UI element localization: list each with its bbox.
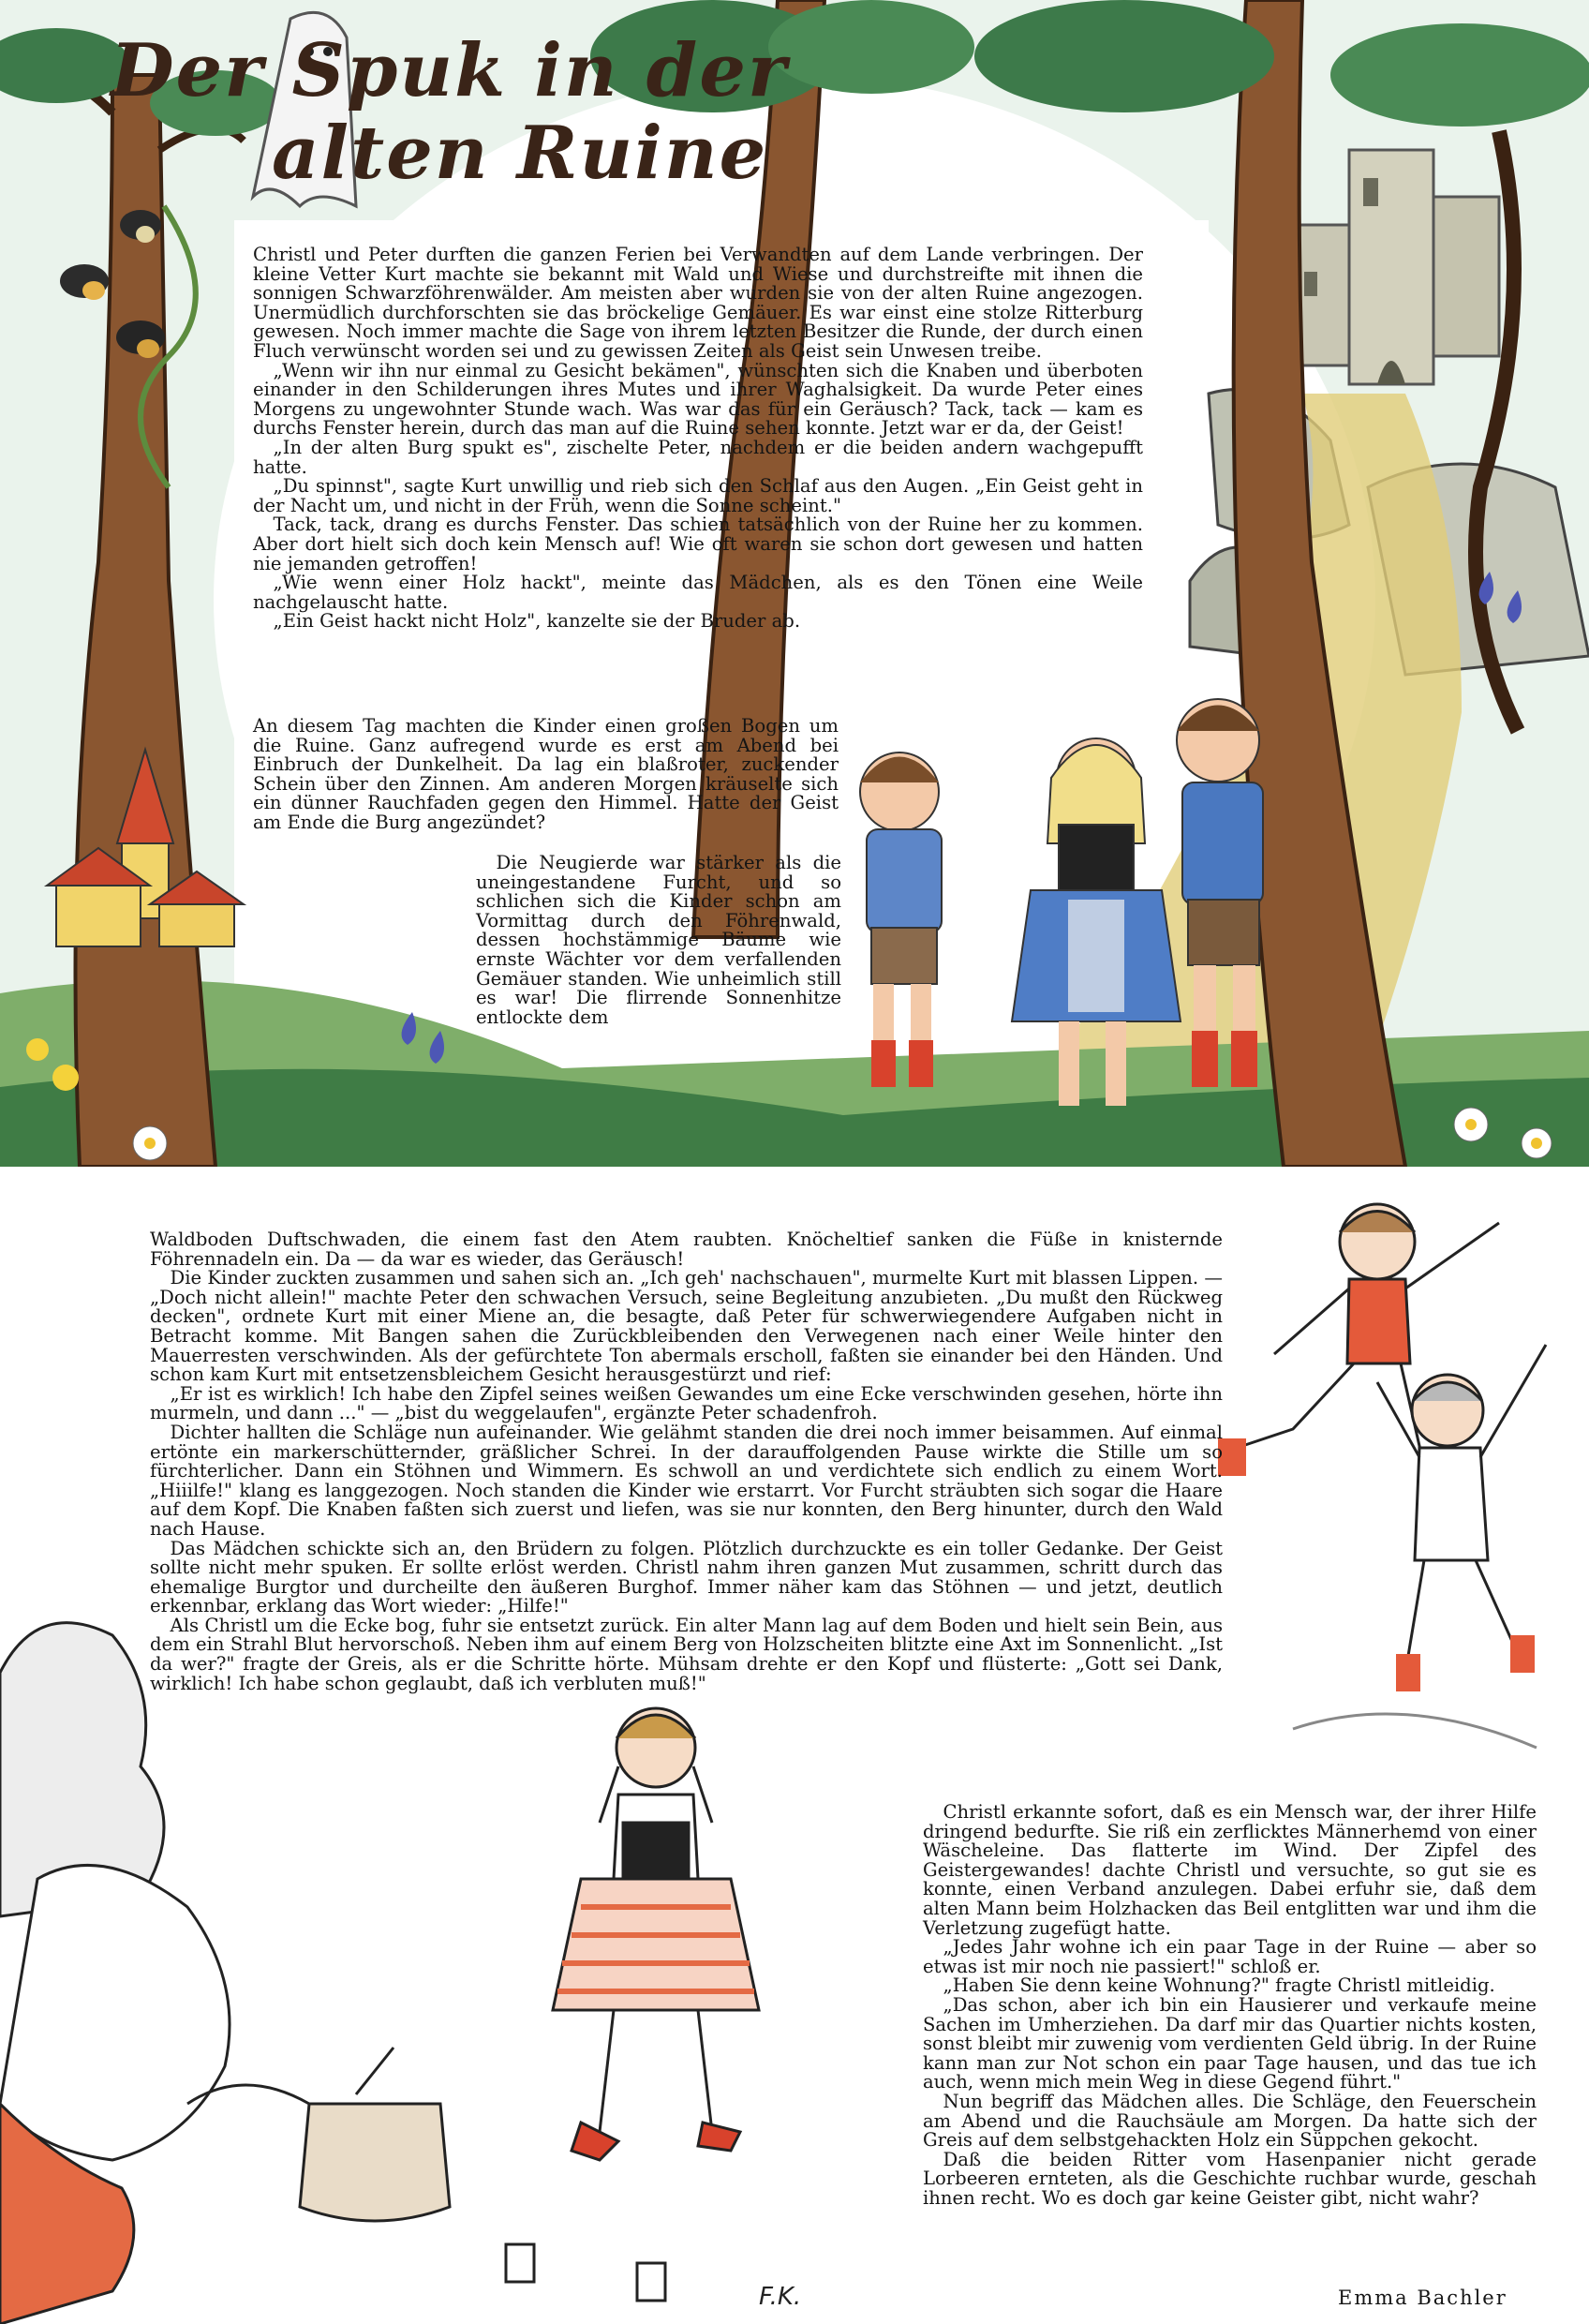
illustrator-initials: F.K. xyxy=(759,2283,802,2311)
author-signature: Emma Bachler xyxy=(1338,2287,1507,2309)
three-children xyxy=(860,699,1263,1106)
paragraph: Das Mädchen schickte sich an, den Brüdern zu folgen. Plötzlich durchzuckte es ein toller Gedanke. Der Geist sollte nicht mehr spuken. Er sollte erlöst werden. Christl nahm ihren ganzen Mut zusammen, schritt durch das ehemalige Burgtor und durcheilte den äußeren Burghof. Immer näher kam das Stöhnen — und jetzt, deutlich erkennbar, erklang das Wort wieder: „Hilfe!" xyxy=(150,1537,1223,1617)
story-column-narrow-2 xyxy=(476,854,841,1027)
paragraph: Als Christl um die Ecke bog, fuhr sie entsetzt zurück. Ein alter Mann lag auf dem Boden und hielt sein Bein, aus dem ein Strahl Blut hervorschoß. Neben ihm auf einem Berg von Holzscheiten blitzte eine Axt im Sonnenlicht. „Ist da wer?" fragte der Greis, als er die Schritte hörte. Mühsam drehte er den Kopf und flüsterte: „Gott sei Dank, wirklich! Ich habe schon geglaubt, daß ich verbluten muß!" xyxy=(150,1614,1223,1694)
paragraph: Waldboden Duftschwaden, die einem fast den Atem raubten. Knöcheltief sanken die Füße in knisternde Föhrennadeln ein. Da — da war es wieder, das Geräusch! xyxy=(150,1229,1223,1270)
paragraph: „Ein Geist hackt nicht Holz", kanzelte sie der Bruder ab. xyxy=(273,610,801,633)
paragraph: „Du spinnst", sagte Kurt unwillig und rieb sich den Schlaf aus den Augen. „Ein Geist geht in der Nacht um, und nicht in der Früh, wenn die Sonne scheint." xyxy=(253,475,1143,516)
paragraph: „Das schon, aber ich bin ein Hausierer und verkaufe meine Sachen im Umherziehen. Da darf mir das Quartier nichts kosten, sonst bleibt mir zuwenig vom verdienten Geld übrig. In der Ruine kann man zur Not schon ein paar Tage hausen, und das tue ich auch, wenn mich mein Weg in diese Gegend führt." xyxy=(923,1993,1537,2093)
paragraph: Dichter hallten die Schläge nun aufeinander. Wie gelähmt standen die drei noch immer beisammen. Auf einmal ertönte ein markerschütternder, gräßlicher Schrei. In der darauffolgenden Pause wirkte die Stille um so fürchterlicher. Dann ein Stöhnen und Wimmern. Es schwoll an und verdichtete sich endlich zu einem Wort. „Hiiilfe!" klang es langgezogen. Noch standen die Kinder wie erstarrt. Vor Furcht sträubten sich sogar die Haare auf dem Kopf. Die Knaben faßten sich zuerst und liefen, was sie nur konnten, den Berg hinunter, durch den Wald nach Hause. xyxy=(150,1421,1223,1540)
paragraph: Die Neugierde war stärker als die uneingestandene Furcht, und so schlichen sich die Kinder schon am Vormittag durch den Föhrenwald, dessen hochstämmige Bäume wie ernste Wächter vor dem verfallenden Gemäuer standen. Wie unheimlich still es war! Die flirrende Sonnenhitze entlockte dem xyxy=(476,852,841,1028)
paragraph: „In der alten Burg spukt es", zischelte Peter, nachdem er die beiden andern wachgepufft hatte. xyxy=(253,436,1143,478)
paragraph: „Er ist es wirklich! Ich habe den Zipfel seines weißen Gewandes um eine Ecke verschwinden gesehen, hörte ihn murmeln, und dann ..." — „bist du weggelaufen", ergänzte Peter schadenfroh. xyxy=(150,1382,1223,1424)
paragraph: Die Kinder zuckten zusammen und sahen sich an. „Ich geh' nachschauen", murmelte Kurt mit blassen Lippen. — „Doch nicht allein!" machte Peter den schwachen Versuch, seine Begleitung anzubieten. „Du mußt den Rückweg decken", ordnete Kurt mit einer Miene an, die besagte, daß Peter für schwerwiegendere Aufgaben nicht in Betracht komme. Mit Bangen sahen die Zurückbleibenden den Verwegenen nach einer Weile hinter den Mauerresten verschwinden. Als der gefürchtete Ton abermals erscholl, faßten sie einander bei den Händen. Und schon kam Kurt mit entsetzensbleichem Gesicht herausgestürzt und rief: xyxy=(150,1267,1223,1386)
story-column-bottom-right xyxy=(923,1803,1537,2208)
girl-illustration xyxy=(553,1708,759,2160)
story-column-bottom xyxy=(150,1230,1223,1693)
story-column-narrow xyxy=(253,717,839,833)
story-column-top xyxy=(253,246,1143,632)
story-title-line-2: alten Ruine xyxy=(272,111,768,196)
running-boys-illustration xyxy=(1218,1204,1546,1748)
paragraph: „Jedes Jahr wohne ich ein paar Tage in der Ruine — aber so etwas ist mir noch nie passiert!" schloß er. xyxy=(923,1936,1537,1977)
paragraph: Nun begriff das Mädchen alles. Die Schläge, den Feuerschein am Abend und die Rauchsäule am Morgen. Da hatte sich der Greis auf dem selbstgehackten Holz ein Süppchen gekocht. xyxy=(923,2090,1537,2152)
paragraph: Christl und Peter durften die ganzen Ferien bei Verwandten auf dem Lande verbringen. Der kleine Vetter Kurt machte sie bekannt mit Wald und Wiese und durchstreifte mit ihnen die sonnigen Schwarzföhrenwälder. Am meisten aber wurden sie von der alten Ruine angezogen. Unermüdlich durchforschten sie das bröckelige Gemäuer. Es war einst eine stolze Ritterburg gewesen. Noch immer machte die Sage von ihrem letzten Besitzer die Runde, der durch einen Fluch verwünscht worden sei und zu gewissen Zeiten als Geist sein Unwesen treibe. xyxy=(253,244,1143,362)
paragraph: „Wenn wir ihn nur einmal zu Gesicht bekämen", wünschten sich die Knaben und überboten einander in den Schilderungen ihres Mutes und ihrer Waghalsigkeit. Da wurde Peter eines Morgens zu ungewohnter Stunde wach. Was war das für ein Geräusch? Tack, tack — kam es durchs Fenster herein, durch das man auf die Ruine sehen konnte. Jetzt war er da, der Geist! xyxy=(253,359,1143,439)
story-title-line-1: Der Spuk in der xyxy=(111,28,789,113)
paragraph: „Haben Sie denn keine Wohnung?" fragte Christl mitleidig. xyxy=(943,1974,1495,1997)
paragraph: Daß die beiden Ritter vom Hasenpanier nicht gerade Lorbeeren ernteten, als die Geschichte ruchbar wurde, geschah ihnen recht. Wo es doch gar keine Geister gibt, nicht wahr? xyxy=(923,2148,1537,2209)
paragraph: Tack, tack, drang es durchs Fenster. Das schien tatsächlich von der Ruine her zu kommen. Aber dort hielt sich doch kein Mensch auf! Wie oft waren sie schon dort gewesen und hatten nie jemanden getroffen! xyxy=(253,514,1143,574)
paragraph: Christl erkannte sofort, daß es ein Mensch war, der ihrer Hilfe dringend bedurfte. Sie riß ein zerflicktes Männerhemd von einer Wäscheleine. Das flatterte im Wind. Der Zipfel des Geistergewandes! dachte Christl und versuchte, so gut sie es konnte, einen Verband anzulegen. Dabei erfuhr sie, daß dem alten Mann beim Holzhacken das Beil entglitten war und ihm die Verletzung zugefügt hatte. xyxy=(923,1801,1537,1939)
paragraph: „Wie wenn einer Holz hackt", meinte das Mädchen, als es den Tönen eine Weile nachgelauscht hatte. xyxy=(253,572,1143,613)
paragraph: An diesem Tag machten die Kinder einen großen Bogen um die Ruine. Ganz aufregend wurde es erst am Abend bei Einbruch der Dunkelheit. Da lag ein blaßroter, zuckender Schein über den Zinnen. Am anderen Morgen kräuselte sich ein dünner Rauchfaden gegen den Himmel. Hatte der Geist am Ende die Burg angezündet? xyxy=(253,715,839,833)
